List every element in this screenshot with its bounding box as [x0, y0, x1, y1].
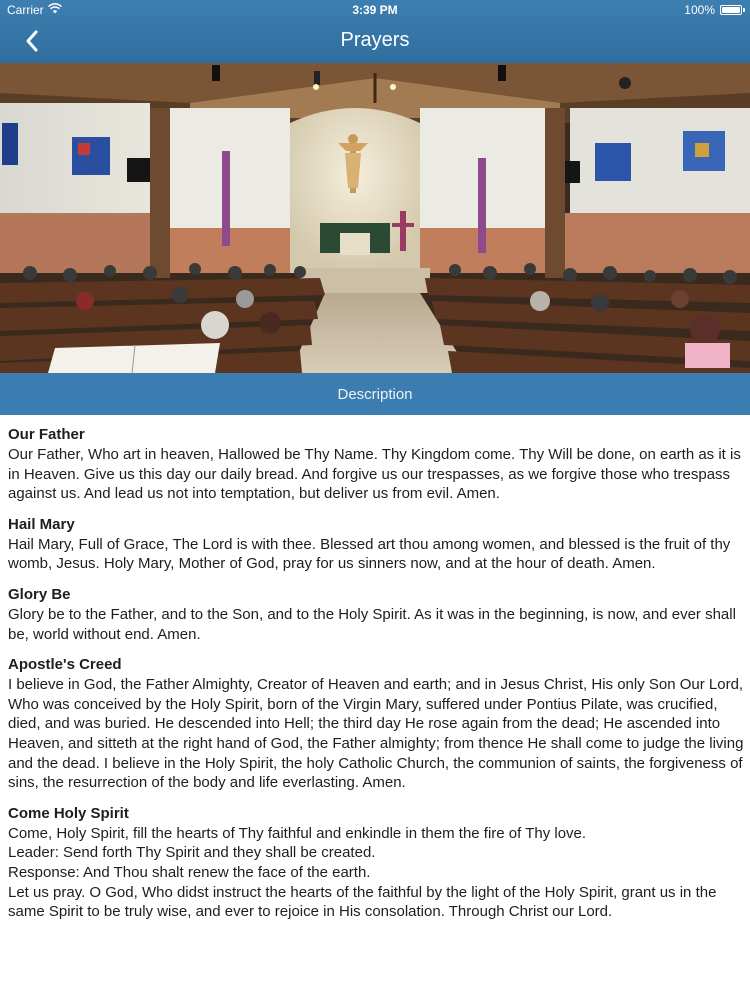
prayer-our-father — [8, 425, 744, 504]
prayer-text: I believe in God, the Father Almighty, Creator of Heaven and earth; and in Jesus Christ, His only Son Our Lord, Who was conceived by the Holy Spirit, born of the Virgin Mary, suffered under Pontius Pilate, was crucified, died, and was buried. He descended into Hell; the third day He rose again from the dead; He ascended into Heaven, and sitteth at the right hand of God, the Father almighty; from thence He shall come to judge the living and the dead. I believe in the Holy Spirit, the holy Catholic Church, the communion of saints, the forgiveness of sins, the resurrection of the body and life everlasting. Amen. — [8, 676, 744, 792]
section-label: Description — [337, 385, 413, 403]
prayer-text: Let us pray. O God, Who didst instruct the hearts of the faithful by the light of the Holy Spirit, grant us in the same Spirit to be truly wise, and ever to rejoice in His consolation. Through Christ our Lord. — [8, 883, 717, 921]
prayer-text: Leader: Send forth Thy Spirit and they shall be created. — [8, 844, 376, 862]
prayer-text: Response: And Thou shalt renew the face of the earth. — [8, 863, 371, 881]
prayer-text: Come, Holy Spirit, fill the hearts of Thy faithful and enkindle in them the fire of Thy love. — [8, 824, 587, 842]
prayer-title: Come Holy Spirit — [8, 804, 129, 822]
church-interior-illustration — [0, 63, 750, 373]
prayer-title: Our Father — [8, 426, 85, 443]
prayer-hail-mary — [8, 515, 744, 574]
prayer-come-holy-spirit — [8, 804, 744, 922]
prayer-text: Our Father, Who art in heaven, Hallowed be Thy Name. Thy Kingdom come. Thy Will be done, on earth as it is in Heaven. Give us this day our daily bread. And forgive us our trespasses, as we forgive those who trespass against us. And lead us not into temptation, but deliver us from evil. Amen. — [8, 446, 741, 503]
prayer-list — [8, 425, 744, 933]
prayer-text: Hail Mary, Full of Grace, The Lord is with thee. Blessed art thou among women, and blessed is the fruit of thy womb, Jesus. Holy Mary, Mother of God, pray for us sinners now, and at the hour of death. Amen. — [8, 535, 731, 573]
section-header — [0, 373, 750, 415]
app-header — [0, 0, 750, 63]
status-right — [684, 3, 742, 17]
prayer-title: Apostle's Creed — [8, 656, 122, 674]
carrier-label: Carrier — [7, 3, 44, 17]
page-title: Prayers — [340, 29, 410, 51]
status-time: 3:39 PM — [352, 3, 398, 17]
status-bar — [0, 0, 750, 20]
prayer-apostles-creed — [8, 655, 744, 793]
battery-icon — [720, 5, 742, 15]
prayer-title: Glory Be — [8, 585, 71, 603]
prayer-title: Hail Mary — [8, 515, 75, 533]
prayer-glory-be — [8, 585, 744, 644]
prayer-text: Glory be to the Father, and to the Son, and to the Holy Spirit. As it was in the beginning, is now, and ever shall be, world without end. Amen. — [8, 605, 736, 643]
nav-bar — [0, 20, 750, 63]
church-photo — [0, 63, 750, 373]
battery-percent: 100% — [684, 3, 715, 17]
